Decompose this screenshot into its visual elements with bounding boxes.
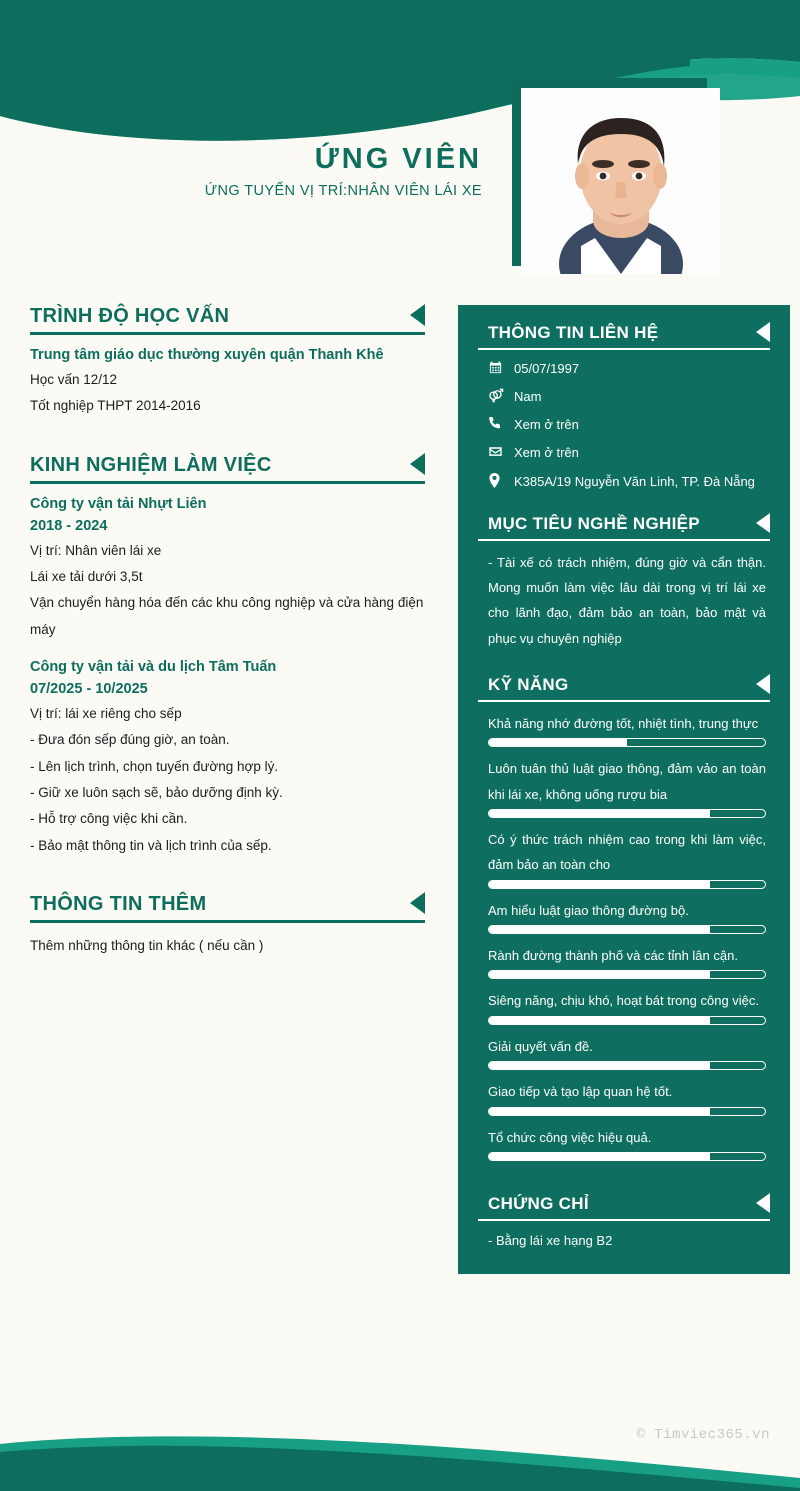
certificate-heading-row	[478, 1194, 770, 1221]
skill-progress-fill	[489, 1017, 710, 1024]
skill-progress-bar	[488, 1061, 766, 1070]
job-line: - Giữ xe luôn sạch sẽ, bảo dưỡng định kỳ.	[30, 784, 283, 800]
job-company: Công ty vận tải và du lịch Tâm Tuấn	[30, 658, 277, 675]
footer-credit: © Timviec365.vn	[636, 1427, 770, 1443]
triangle-left-icon	[410, 304, 425, 326]
skill-progress-fill	[489, 739, 627, 746]
skill-label: Luôn tuân thủ luật giao thông, đảm vảo an toàn khi lái xe, không uống rượu bia	[488, 761, 766, 802]
left-column	[30, 305, 425, 965]
phone-icon	[488, 415, 514, 430]
skills-list	[478, 711, 770, 1161]
contact-row-phone[interactable]	[478, 415, 770, 435]
contact-value: Xem ở trên	[514, 445, 579, 461]
education-school: Trung tâm giáo dục thường xuyên quận Thanh Khê	[30, 347, 384, 363]
skill-item	[478, 1125, 770, 1161]
avatar	[512, 78, 720, 274]
objective-heading: MỤC TIÊU NGHỀ NGHIỆP	[488, 513, 700, 533]
job-line: - Đưa đón sếp đúng giờ, an toàn.	[30, 732, 230, 748]
spacer	[478, 651, 770, 675]
triangle-left-icon	[756, 1193, 770, 1213]
job-line: Vị trí: lái xe riêng cho sếp	[30, 705, 182, 721]
contact-value: K385A/19 Nguyễn Văn Linh, TP. Đà Nẵng	[514, 473, 755, 489]
job-line: Vị trí: Nhân viên lái xe	[30, 542, 162, 558]
header-title-block	[62, 143, 482, 199]
job-line: - Lên lịch trình, chọn tuyến đường hợp lý.	[30, 758, 279, 774]
contact-row-gender	[478, 387, 770, 407]
skills-heading: KỸ NĂNG	[488, 675, 569, 695]
skill-progress-fill	[489, 881, 710, 888]
candidate-photo	[521, 88, 720, 274]
cv-header	[0, 0, 800, 300]
spacer	[30, 643, 425, 657]
skill-progress-fill	[489, 1153, 710, 1160]
skill-progress-bar	[488, 1016, 766, 1025]
certificate-heading: CHỨNG CHỈ	[488, 1193, 589, 1213]
skill-progress-fill	[489, 971, 710, 978]
triangle-left-icon	[756, 322, 770, 342]
job-company: Công ty vận tải Nhựt Liên	[30, 495, 207, 512]
education-line: Tốt nghiệp THPT 2014-2016	[30, 398, 201, 414]
job-line: - Hỗ trợ công việc khi cần.	[30, 811, 188, 827]
section-experience	[30, 454, 425, 859]
triangle-left-icon	[756, 674, 770, 694]
photo-frame-top	[512, 78, 707, 88]
contact-value: Xem ở trên	[514, 417, 579, 433]
skill-label: Có ý thức trách nhiệm cao trong khi làm việc, đảm bảo an toàn cho	[488, 832, 766, 873]
section-skills	[478, 675, 770, 1161]
more-info-heading: THÔNG TIN THÊM	[30, 892, 207, 915]
location-pin-icon	[488, 472, 514, 488]
section-objective	[478, 514, 770, 651]
skill-progress-fill	[489, 810, 710, 817]
skill-item	[478, 943, 770, 979]
contact-row-address	[478, 472, 770, 492]
page-title: ỨNG VIÊN	[314, 143, 482, 175]
certificate-line: - Bằng lái xe hạng B2	[488, 1232, 613, 1248]
contact-heading: THÔNG TIN LIÊN HỆ	[488, 323, 659, 342]
job-line: Lái xe tải dưới 3,5t	[30, 568, 143, 584]
skill-label: Rành đường thành phố và các tỉnh lân cận.	[488, 948, 738, 964]
page-subtitle: ỨNG TUYỂN VỊ TRÍ:NHÂN VIÊN LÁI XE	[204, 183, 482, 200]
photo-frame-left	[512, 78, 521, 266]
experience-job	[30, 494, 425, 643]
skill-progress-bar	[488, 880, 766, 889]
skill-label: Tổ chức công việc hiệu quả.	[488, 1129, 652, 1145]
objective-heading-row	[478, 514, 770, 541]
skill-progress-fill	[489, 1108, 710, 1115]
job-line: - Bảo mật thông tin và lịch trình của sếp.	[30, 837, 272, 853]
contact-heading-row	[478, 323, 770, 350]
skill-label: Siêng năng, chịu khó, hoạt bát trong công việc.	[488, 993, 760, 1009]
right-column	[458, 305, 790, 1274]
skill-label: Giải quyết vấn đề.	[488, 1038, 593, 1054]
contact-value: 05/07/1997	[514, 361, 580, 376]
skill-progress-fill	[489, 1062, 710, 1069]
job-period: 2018 - 2024	[30, 517, 108, 534]
contact-row-email[interactable]	[478, 443, 770, 463]
spacer	[478, 1170, 770, 1194]
skill-item	[478, 1034, 770, 1070]
gender-icon	[488, 387, 514, 404]
skills-heading-row	[478, 675, 770, 702]
experience-heading: KINH NGHIỆM LÀM VIỆC	[30, 453, 272, 476]
envelope-icon	[488, 443, 514, 459]
triangle-left-icon	[756, 513, 770, 533]
skill-progress-bar	[488, 738, 766, 747]
section-education	[30, 305, 425, 420]
job-period: 07/2025 - 10/2025	[30, 680, 148, 697]
skill-progress-bar	[488, 925, 766, 934]
section-certificate	[478, 1194, 770, 1252]
more-info-heading-row	[30, 893, 425, 923]
skill-item	[478, 1079, 770, 1115]
job-line: Vận chuyển hàng hóa đến các khu công nghiệp và cửa hàng điện máy	[30, 595, 424, 637]
experience-job	[30, 657, 425, 859]
more-info-line: Thêm những thông tin khác ( nếu cần )	[30, 937, 264, 953]
triangle-left-icon	[410, 892, 425, 914]
triangle-left-icon	[410, 453, 425, 475]
objective-text: - Tài xế có trách nhiệm, đúng giờ và cẩn thận. Mong muốn làm việc lâu dài trong vị trí lái xe cho lãnh đạo, đảm bảo an toàn, bảo mật và phục vụ chuyên nghiệp	[488, 554, 766, 646]
education-heading-row	[30, 305, 425, 335]
education-heading: TRÌNH ĐỘ HỌC VẤN	[30, 305, 230, 327]
spacer	[478, 500, 770, 514]
skill-label: Giao tiếp và tạo lập quan hệ tốt.	[488, 1084, 673, 1100]
skill-item	[478, 711, 770, 747]
skill-item	[478, 898, 770, 934]
contact-row-birthdate	[478, 359, 770, 379]
skill-progress-bar	[488, 970, 766, 979]
skill-label: Am hiểu luật giao thông đường bộ.	[488, 902, 689, 918]
skill-label: Khả năng nhớ đường tốt, nhiệt tình, trung thực	[488, 716, 759, 732]
skill-progress-bar	[488, 1152, 766, 1161]
experience-heading-row	[30, 454, 425, 484]
section-more-info	[30, 893, 425, 959]
skill-item	[478, 756, 770, 818]
education-line: Học vấn 12/12	[30, 372, 118, 388]
skill-progress-fill	[489, 926, 710, 933]
skill-item	[478, 988, 770, 1024]
skill-item	[478, 827, 770, 889]
contact-value: Nam	[514, 389, 542, 405]
skill-progress-bar	[488, 1107, 766, 1116]
skill-progress-bar	[488, 809, 766, 818]
section-contact	[478, 323, 770, 492]
calendar-icon	[488, 359, 514, 375]
